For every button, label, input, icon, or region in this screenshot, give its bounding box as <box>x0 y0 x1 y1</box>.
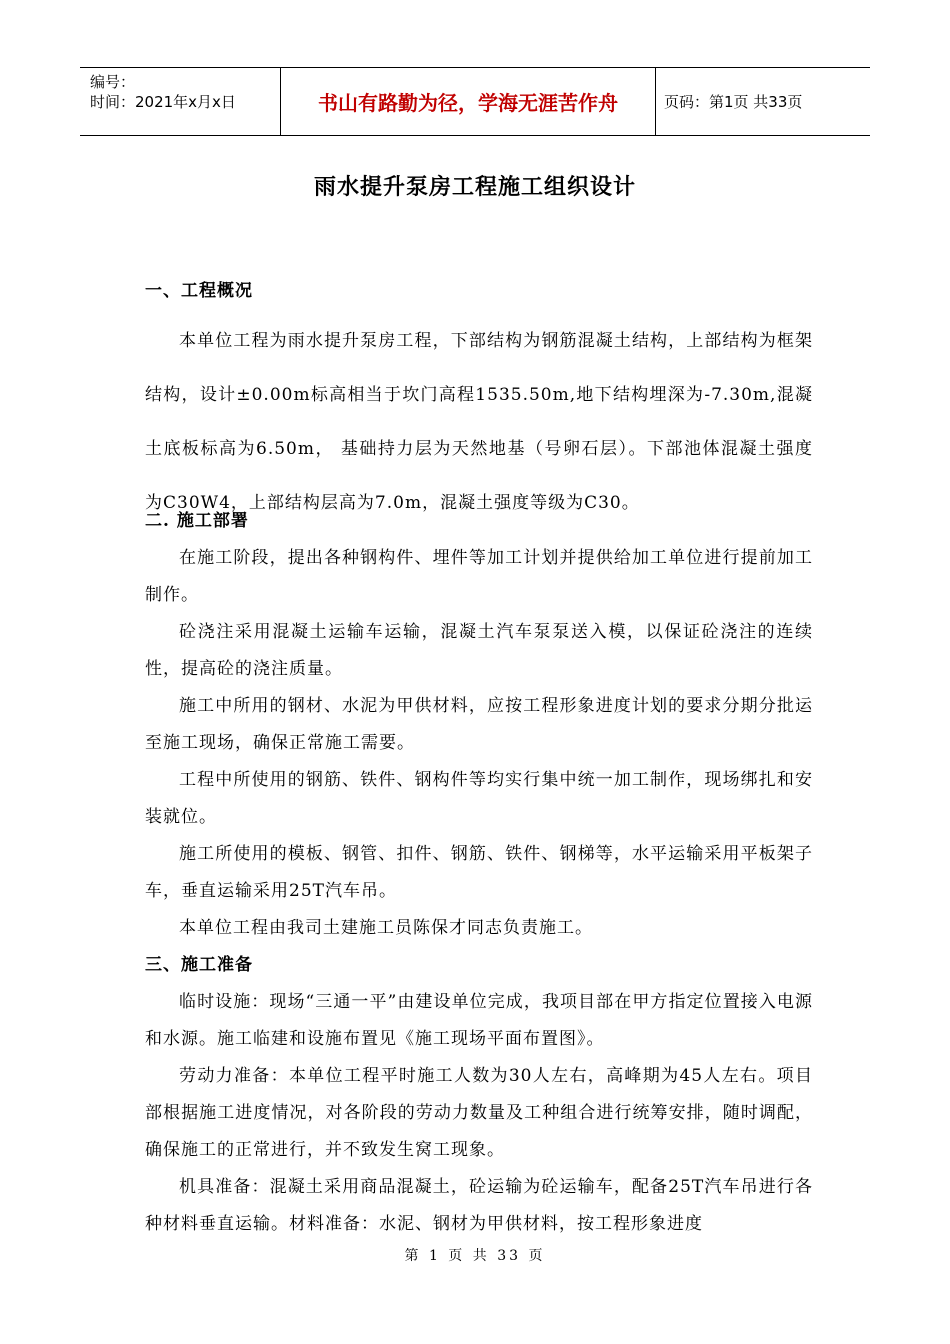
paragraph: 本单位工程为雨水提升泵房工程，下部结构为钢筋混凝土结构，上部结构为框架结构，设计±0.00m标高相当于坎门高程1535.50m,地下结构埋深为-7.30m,混凝土底板标高为6.50m， 基础持力层为天然地基（号卵石层）。下部池体混凝土强度为C30W4，上部结构层高为7.0m，混凝土强度等级为C30。 <box>145 331 813 513</box>
section-heading: 二. 施工部署 <box>145 511 249 531</box>
header-page-info: 页码：第1页 共33页 <box>664 93 803 111</box>
section-body <box>145 503 813 1243</box>
section-heading: 三、施工准备 <box>145 955 253 975</box>
header-number-label: 编号： <box>90 73 136 91</box>
section-overview <box>145 273 813 530</box>
page-footer: 第 1 页 共 33 页 <box>404 1248 546 1264</box>
page-header <box>80 67 870 136</box>
paragraph: 临时设施：现场“三通一平”由建设单位完成，我项目部在甲方指定位置接入电源和水源。施工临建和设施布置见《施工现场平面布置图》。 <box>145 992 813 1049</box>
paragraph: 本单位工程由我司土建施工员陈保才同志负责施工。 <box>179 918 593 938</box>
document-title: 雨水提升泵房工程施工组织设计 <box>313 174 636 200</box>
section-heading: 一、工程概况 <box>145 281 253 301</box>
paragraph: 在施工阶段，提出各种钢构件、埋件等加工计划并提供给加工单位进行提前加工制作。 <box>145 548 813 605</box>
paragraph: 工程中所使用的钢筋、铁件、钢构件等均实行集中统一加工制作，现场绑扎和安装就位。 <box>145 770 813 827</box>
header-meta-cell <box>80 68 281 135</box>
header-motto-cell <box>281 68 656 135</box>
paragraph: 施工中所用的钢材、水泥为甲供材料，应按工程形象进度计划的要求分期分批运至施工现场，确保正常施工需要。 <box>145 696 813 753</box>
header-page-cell <box>656 68 870 135</box>
header-motto: 书山有路勤为径，学海无涯苦作舟 <box>318 91 618 115</box>
paragraph: 施工所使用的模板、钢管、扣件、钢筋、铁件、钢梯等，水平运输采用平板架子车，垂直运输采用25T汽车吊。 <box>145 844 813 901</box>
paragraph: 劳动力准备：本单位工程平时施工人数为30人左右，高峰期为45人左右。项目部根据施工进度情况，对各阶段的劳动力数量及工种组合进行统筹安排，随时调配，确保施工的正常进行，并不致发生窝工现象。 <box>145 1066 813 1160</box>
header-date: 时间：2021年x月x日 <box>90 93 236 111</box>
paragraph: 机具准备：混凝土采用商品混凝土，砼运输为砼运输车，配备25T汽车吊进行各种材料垂直运输。材料准备：水泥、钢材为甲供材料，按工程形象进度 <box>145 1177 813 1234</box>
paragraph: 砼浇注采用混凝土运输车运输，混凝土汽车泵泵送入模，以保证砼浇注的连续性，提高砼的浇注质量。 <box>145 622 813 679</box>
